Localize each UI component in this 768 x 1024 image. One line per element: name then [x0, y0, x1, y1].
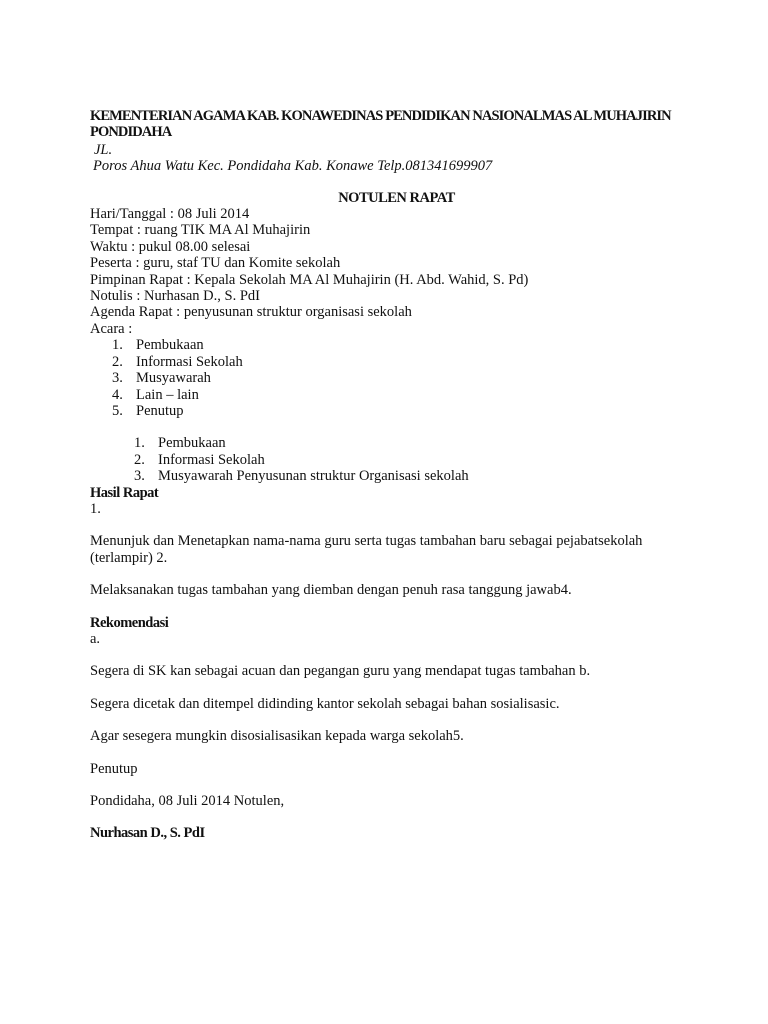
list-item-text: Pembukaan — [158, 435, 226, 452]
signature-name: Nurhasan D., S. PdI — [90, 825, 205, 842]
list-item — [90, 452, 690, 468]
list-item — [90, 370, 690, 386]
list-item — [90, 387, 690, 403]
list-item-number: 1. — [112, 337, 123, 354]
rekomendasi-paragraph-1: Segera di SK kan sebagai acuan dan pegangan guru yang mendapat tugas tambahan b. — [90, 663, 591, 680]
sub-list — [90, 435, 690, 484]
hasil-paragraph-2: Melaksanakan tugas tambahan yang diemban dengan penuh rasa tanggung jawab4. — [90, 582, 572, 599]
list-item — [90, 403, 690, 419]
meeting-place: Tempat : ruang TIK MA Al Muhajirin — [90, 222, 311, 239]
meeting-time: Waktu : pukul 08.00 selesai — [90, 238, 251, 255]
address-line-1: JL. — [94, 141, 113, 158]
rekomendasi-paragraph-2: Segera dicetak dan ditempel didinding kantor sekolah sebagai bahan sosialisasic. — [90, 695, 560, 712]
meeting-date: Hari/Tanggal : 08 Juli 2014 — [90, 206, 250, 223]
hasil-number: 1. — [90, 500, 101, 517]
address-line-2: Poros Ahua Watu Kec. Pondidaha Kab. Konawe Telp.081341699907 — [93, 158, 493, 175]
list-item-number: 2. — [112, 353, 123, 370]
acara-label: Acara : — [90, 320, 133, 337]
rekomendasi-heading: Rekomendasi — [90, 614, 169, 631]
hasil-paragraph-1: Menunjuk dan Menetapkan nama-nama guru serta tugas tambahan baru sebagai pejabatsekolah (terlampir) 2. — [90, 533, 643, 566]
list-item-number: 3. — [112, 370, 123, 387]
meeting-notetaker: Notulis : Nurhasan D., S. PdI — [90, 288, 260, 305]
place-date-line: Pondidaha, 08 Juli 2014 Notulen, — [90, 793, 285, 809]
list-item — [90, 354, 690, 370]
meeting-participants: Peserta : guru, staf TU dan Komite sekolah — [90, 255, 341, 272]
document-body — [90, 108, 690, 842]
list-item-number: 3. — [134, 468, 145, 485]
list-item-text: Informasi Sekolah — [136, 353, 243, 370]
list-item — [90, 337, 690, 353]
list-item-number: 1. — [134, 435, 145, 452]
rekomendasi-paragraph-3: Agar sesegera mungkin disosialisasikan kepada warga sekolah5. — [90, 728, 464, 745]
list-item-text: Informasi Sekolah — [158, 451, 265, 468]
meeting-chair: Pimpinan Rapat : Kepala Sekolah MA Al Muhajirin (H. Abd. Wahid, S. Pd) — [90, 271, 529, 288]
penutup-label: Penutup — [90, 760, 138, 777]
acara-list — [90, 337, 690, 419]
document-title: NOTULEN RAPAT — [338, 189, 455, 206]
list-item-text: Lain – lain — [136, 386, 199, 403]
organization-header: KEMENTERIAN AGAMA KAB. KONAWEDINAS PENDIDIKAN NASIONALMAS AL MUHAJIRIN PONDIDAHA — [90, 108, 671, 141]
list-item-text: Musyawarah — [136, 370, 211, 387]
list-item-number: 2. — [134, 451, 145, 468]
list-item-text: Musyawarah Penyusunan struktur Organisasi sekolah — [158, 468, 469, 485]
list-item-text: Pembukaan — [136, 337, 204, 354]
list-item-text: Penutup — [136, 402, 184, 419]
meeting-agenda: Agenda Rapat : penyusunan struktur organisasi sekolah — [90, 304, 412, 321]
list-item — [90, 435, 690, 451]
list-item-number: 5. — [112, 402, 123, 419]
rekomendasi-letter: a. — [90, 630, 101, 647]
hasil-rapat-heading: Hasil Rapat — [90, 484, 159, 501]
list-item-number: 4. — [112, 386, 123, 403]
list-item — [90, 468, 690, 484]
